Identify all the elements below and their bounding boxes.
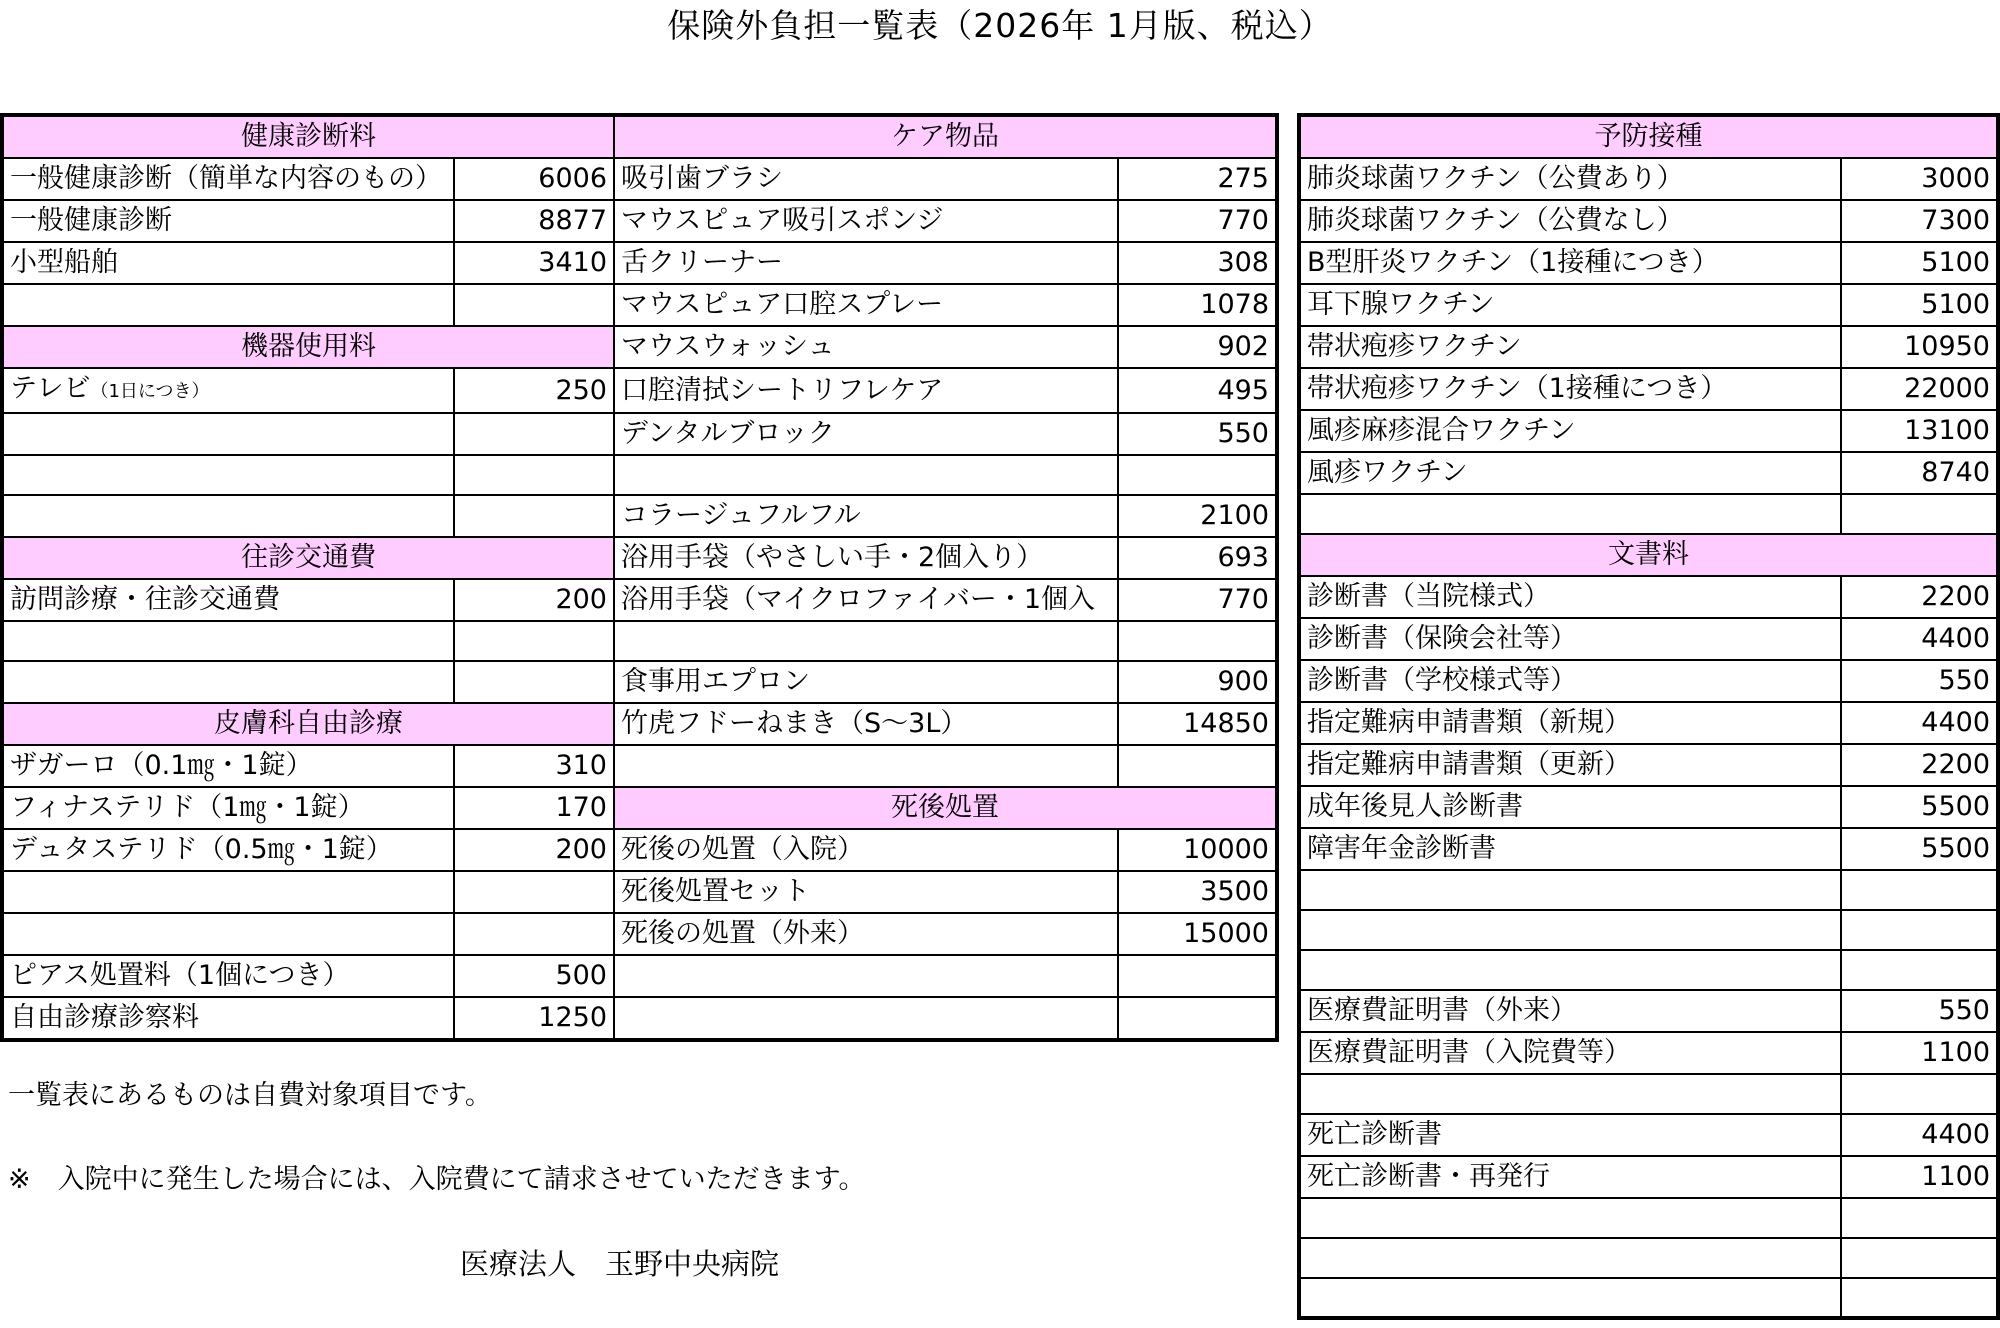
item-price: 902 — [1118, 326, 1277, 368]
item-name: ザガーロ（0.1㎎・1錠） — [2, 745, 454, 787]
item-name — [1299, 1198, 1841, 1238]
item-price: 8740 — [1841, 452, 1998, 494]
item-price: 5100 — [1841, 242, 1998, 284]
item-price: 1250 — [454, 997, 614, 1040]
item-price: 1100 — [1841, 1156, 1998, 1198]
item-price: 5500 — [1841, 828, 1998, 870]
item-price: 1100 — [1841, 1032, 1998, 1074]
item-name — [2, 913, 454, 955]
item-price: 1078 — [1118, 284, 1277, 326]
item-price — [1841, 1074, 1998, 1114]
section-header-equipment: 機器使用料 — [2, 326, 614, 368]
item-name — [614, 745, 1118, 787]
item-name — [614, 455, 1118, 495]
item-name: デンタルブロック — [614, 413, 1118, 455]
item-name — [1299, 1238, 1841, 1278]
item-price — [454, 913, 614, 955]
item-name — [2, 661, 454, 703]
item-name: 死亡診断書 — [1299, 1114, 1841, 1156]
item-name: マウスピュア吸引スポンジ — [614, 200, 1118, 242]
item-price — [1118, 955, 1277, 997]
item-name: コラージュフルフル — [614, 495, 1118, 537]
item-price — [1118, 621, 1277, 661]
item-price — [454, 661, 614, 703]
item-name: 成年後見人診断書 — [1299, 786, 1841, 828]
item-name: 指定難病申請書類（更新） — [1299, 744, 1841, 786]
item-name: 医療費証明書（入院費等） — [1299, 1032, 1841, 1074]
item-price: 10950 — [1841, 326, 1998, 368]
item-price: 8877 — [454, 200, 614, 242]
item-name — [2, 495, 454, 537]
item-name — [2, 368, 454, 413]
item-name: ピアス処置料（1個につき） — [2, 955, 454, 997]
item-name-tv: テレビ — [10, 373, 91, 404]
item-name: 死後の処置（外来） — [614, 913, 1118, 955]
item-price: 550 — [1118, 413, 1277, 455]
item-name: 小型船舶 — [2, 242, 454, 284]
item-name — [2, 871, 454, 913]
item-price: 5100 — [1841, 284, 1998, 326]
item-name — [2, 455, 454, 495]
item-price — [1841, 1238, 1998, 1278]
note-inpatient-billing: ※ 入院中に発生した場合には、入院費にて請求させていただきます。 — [8, 1164, 866, 1195]
item-name: 一般健康診断（簡単な内容のもの） — [2, 158, 454, 200]
item-name — [2, 413, 454, 455]
item-name: 竹虎フドーねまき（S～3L） — [614, 703, 1118, 745]
item-name: 耳下腺ワクチン — [1299, 284, 1841, 326]
item-name — [614, 955, 1118, 997]
item-name: 障害年金診断書 — [1299, 828, 1841, 870]
item-name — [2, 621, 454, 661]
item-price — [454, 413, 614, 455]
item-price: 550 — [1841, 990, 1998, 1032]
item-price: 4400 — [1841, 702, 1998, 744]
item-price: 6006 — [454, 158, 614, 200]
item-price: 200 — [454, 829, 614, 871]
item-name: 診断書（当院様式） — [1299, 576, 1841, 618]
item-price: 14850 — [1118, 703, 1277, 745]
item-name — [614, 621, 1118, 661]
item-price — [1841, 950, 1998, 990]
item-name: デュタステリド（0.5㎎・1錠） — [2, 829, 454, 871]
item-name: 一般健康診断 — [2, 200, 454, 242]
item-name: 風疹麻疹混合ワクチン — [1299, 410, 1841, 452]
item-price: 3000 — [1841, 158, 1998, 200]
section-header-care-goods: ケア物品 — [614, 115, 1277, 158]
section-header-vaccination: 予防接種 — [1299, 115, 1998, 158]
item-price — [1841, 870, 1998, 910]
item-price: 495 — [1118, 368, 1277, 413]
item-name: 肺炎球菌ワクチン（公費あり） — [1299, 158, 1841, 200]
item-name: 自由診療診察料 — [2, 997, 454, 1040]
item-name: 死亡診断書・再発行 — [1299, 1156, 1841, 1198]
item-price: 2200 — [1841, 576, 1998, 618]
item-price: 275 — [1118, 158, 1277, 200]
item-price: 770 — [1118, 579, 1277, 621]
item-name: 風疹ワクチン — [1299, 452, 1841, 494]
item-price: 3410 — [454, 242, 614, 284]
item-name: マウスピュア口腔スプレー — [614, 284, 1118, 326]
item-name: マウスウォッシュ — [614, 326, 1118, 368]
item-name — [1299, 950, 1841, 990]
item-price: 550 — [1841, 660, 1998, 702]
item-name: 食事用エプロン — [614, 661, 1118, 703]
item-price: 22000 — [1841, 368, 1998, 410]
item-price — [1118, 997, 1277, 1040]
item-price — [1841, 494, 1998, 534]
item-name: 帯状疱疹ワクチン（1接種につき） — [1299, 368, 1841, 410]
item-price: 770 — [1118, 200, 1277, 242]
item-price — [1118, 745, 1277, 787]
item-name — [1299, 1074, 1841, 1114]
item-price — [1841, 1278, 1998, 1318]
item-price — [1118, 455, 1277, 495]
item-price: 310 — [454, 745, 614, 787]
section-header-documents: 文書料 — [1299, 534, 1998, 576]
item-name: 指定難病申請書類（新規） — [1299, 702, 1841, 744]
item-name — [1299, 494, 1841, 534]
item-price: 170 — [454, 787, 614, 829]
item-name: 帯状疱疹ワクチン — [1299, 326, 1841, 368]
item-name: 診断書（学校様式等） — [1299, 660, 1841, 702]
item-price — [1841, 1198, 1998, 1238]
item-price: 2100 — [1118, 495, 1277, 537]
item-price — [1841, 910, 1998, 950]
item-name: 医療費証明書（外来） — [1299, 990, 1841, 1032]
item-name: 浴用手袋（やさしい手・2個入り） — [614, 537, 1118, 579]
item-price: 500 — [454, 955, 614, 997]
page-title: 保険外負担一覧表（2026年 1月版、税込） — [667, 6, 1333, 45]
item-name: 舌クリーナー — [614, 242, 1118, 284]
item-name: フィナステリド（1㎎・1錠） — [2, 787, 454, 829]
item-name: 診断書（保険会社等） — [1299, 618, 1841, 660]
section-header-postmortem: 死後処置 — [614, 787, 1277, 829]
note-self-pay: 一覧表にあるものは自費対象項目です。 — [8, 1080, 492, 1111]
item-price: 4400 — [1841, 618, 1998, 660]
item-price — [454, 455, 614, 495]
item-name — [2, 284, 454, 326]
item-price — [454, 871, 614, 913]
item-price: 900 — [1118, 661, 1277, 703]
item-name — [1299, 870, 1841, 910]
item-price: 2200 — [1841, 744, 1998, 786]
item-name: 死後処置セット — [614, 871, 1118, 913]
item-name: 肺炎球菌ワクチン（公費なし） — [1299, 200, 1841, 242]
item-price: 3500 — [1118, 871, 1277, 913]
item-price — [454, 284, 614, 326]
item-price: 15000 — [1118, 913, 1277, 955]
fee-table-left — [0, 113, 1279, 1042]
fee-table-right — [1297, 113, 2000, 1320]
section-header-health-checkup: 健康診断料 — [2, 115, 614, 158]
item-price: 200 — [454, 579, 614, 621]
item-name: B型肝炎ワクチン（1接種につき） — [1299, 242, 1841, 284]
item-name: 吸引歯ブラシ — [614, 158, 1118, 200]
item-price — [454, 495, 614, 537]
item-name — [1299, 1278, 1841, 1318]
item-price: 308 — [1118, 242, 1277, 284]
item-price: 5500 — [1841, 786, 1998, 828]
section-header-dermatology: 皮膚科自由診療 — [2, 703, 614, 745]
section-header-travel: 往診交通費 — [2, 537, 614, 579]
item-name: 訪問診療・往診交通費 — [2, 579, 454, 621]
hospital-name: 医療法人 玉野中央病院 — [460, 1247, 780, 1281]
item-name: 浴用手袋（マイクロファイバー・1個入 — [614, 579, 1118, 621]
item-price: 7300 — [1841, 200, 1998, 242]
item-name: 口腔清拭シートリフレケア — [614, 368, 1118, 413]
item-unit-note: （1日につき） — [90, 381, 210, 402]
item-price: 10000 — [1118, 829, 1277, 871]
item-name — [1299, 910, 1841, 950]
item-price: 13100 — [1841, 410, 1998, 452]
item-price: 4400 — [1841, 1114, 1998, 1156]
item-price: 693 — [1118, 537, 1277, 579]
item-name — [614, 997, 1118, 1040]
item-price — [454, 621, 614, 661]
item-name: 死後の処置（入院） — [614, 829, 1118, 871]
item-price: 250 — [454, 368, 614, 413]
